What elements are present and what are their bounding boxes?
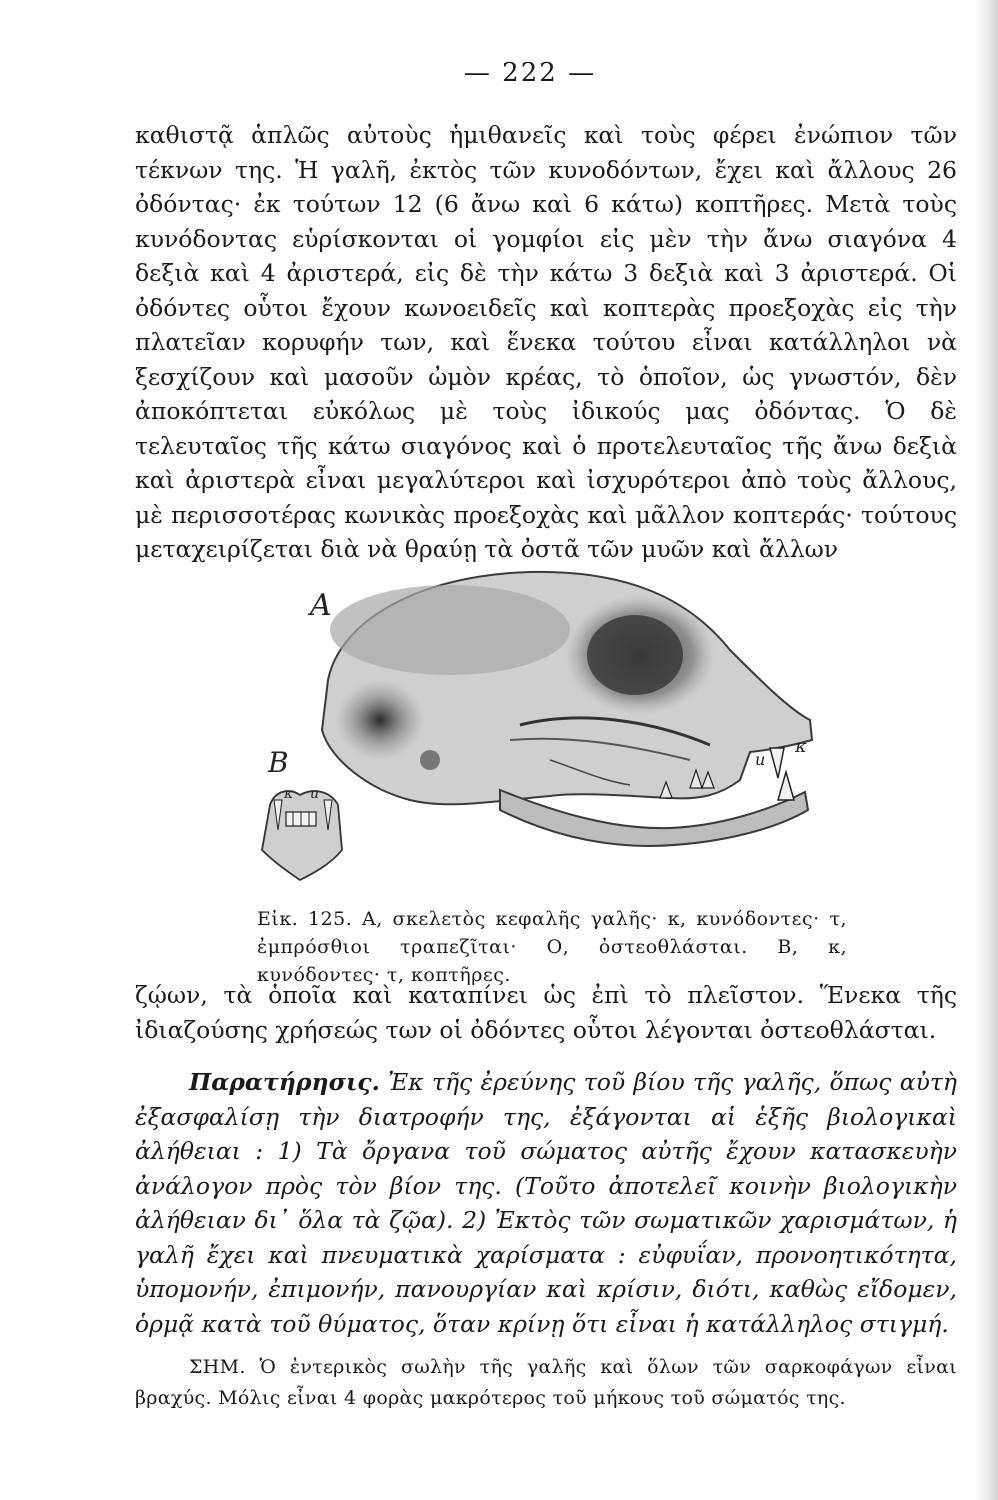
figure-mark-u: u xyxy=(755,750,766,769)
footnote: ΣΗΜ. Ὁ ἐντερικὸς σωλὴν τῆς γαλῆς καὶ ὅλων τῶν σαρκοφάγων εἶναι βραχύς. Μόλις εἶναι 4 φορὰς μακρότερος τοῦ μήκους τοῦ σώματός της. xyxy=(135,1356,957,1409)
observation-text: Ἐκ τῆς ἐρεύνης τοῦ βίου τῆς γαλῆς, ὅπως αὐτὴ ἐξασφαλίσῃ τὴν διατροφήν της, ἐξάγονται αἱ ἑξῆς βιολογικαὶ ἀλήθειαι : 1) Τὰ ὄργανα τοῦ σώματος αὐτῆς ἔχουν κατασκευὴν ἀνάλογον πρὸς τὸν βίον της. (Τοῦτο ἀποτελεῖ κοινὴν βιολογικὴν ἀλήθειαν δι᾽ ὅλα τὰ ζῷα). 2) Ἐκτὸς τῶν σωματικῶν χαρισμάτων, ἡ γαλῆ ἔχει καὶ πνευματικὰ χαρίσματα : εὐφυΐαν, προνοητικότητα, ὑπομονήν, ἐπιμονήν, πανουργίαν καὶ κρίσιν, διότι, καθὼς εἴδομεν, ὁρμᾷ κατὰ τοῦ θύματος, ὅταν κρίνῃ ὅτι εἶναι ἡ κατάλληλος στιγμή. xyxy=(135,1068,957,1338)
cat-skull-figure xyxy=(250,560,820,900)
inset-b-jaw xyxy=(262,786,342,880)
page-edge-shadow xyxy=(976,0,998,1500)
body-paragraph-1: καθιστᾷ ἁπλῶς αὐτοὺς ἡμιθανεῖς καὶ τοὺς φέρει ἐνώπιον τῶν τέκνων της. Ἡ γαλῆ, ἐκτὸς τῶν κυνοδόντων, ἔχει καὶ ἄλλους 26 ὀδόντας· ἐκ τούτων 12 (6 ἄνω καὶ 6 κάτω) κοπτῆρες. Μετὰ τοὺς κυνόδοντας εὑρίσκονται οἱ γομφίοι εἰς μὲν τὴν ἄνω σιαγόνα 4 δεξιὰ καὶ 4 ἀριστερά, εἰς δὲ τὴν κάτω 3 δεξιὰ καὶ 3 ἀριστερά. Οἱ ὀδόντες οὗτοι ἔχουν κωνοειδεῖς καὶ κοπτερὰς προεξοχὰς εἰς τὴν πλατεῖαν κορυφήν των, καὶ ἕνεκα τούτου εἶναι κατάλληλοι νὰ ξεσχίζουν καὶ μασοῦν ὠμὸν κρέας, τὸ ὁποῖον, ὡς γνωστόν, δὲν ἀποκόπτεται εὐκόλως μὲ τοὺς ἰδικούς μας ὀδόντας. Ὁ δὲ τελευταῖος τῆς κάτω σιαγόνος καὶ ὁ προτελευταῖος τῆς ἄνω δεξιὰ καὶ ἀριστερὰ εἶναι μεγαλύτεροι καὶ ἰσχυρότεροι ἀπὸ τοὺς ἄλλους, μὲ περισσοτέρας κωνικὰς προεξοχὰς καὶ μᾶλλον κοπτεράς· τούτους μεταχειρίζεται διὰ νὰ θραύῃ τὰ ὀστᾶ τῶν μυῶν καὶ ἄλλων xyxy=(135,121,957,563)
page-number: — 222 — xyxy=(463,58,597,88)
figure-label-b: B xyxy=(268,746,289,779)
figure-mark-k: κ xyxy=(795,736,807,757)
figure-caption: Εἰκ. 125. Α, σκελετὸς κεφαλῆς γαλῆς· κ, κυνόδοντες· τ, ἐμπρόσθιοι τραπεζῖται· Ο, ὀστεοθλάσται. Β, κ, κυνόδοντες· τ, κοπτῆρες. xyxy=(257,908,847,986)
inset-mark-k: κ xyxy=(284,786,294,802)
body-paragraph-2: ζῴων, τὰ ὁποῖα καὶ καταπίνει ὡς ἐπὶ τὸ πλεῖστον. Ἕνεκα τῆς ἰδιαζούσης χρήσεώς των οἱ ὀδόντες οὗτοι λέγονται ὀστεοθλάσται. xyxy=(135,981,957,1044)
skull-mandible xyxy=(500,790,808,846)
observation-heading: Παρατήρησις. xyxy=(189,1068,380,1096)
figure-label-a: A xyxy=(310,588,332,623)
cat-skull-illustration xyxy=(250,560,820,900)
observation-paragraph xyxy=(135,1065,957,1341)
inset-mark-u: u xyxy=(310,786,320,802)
